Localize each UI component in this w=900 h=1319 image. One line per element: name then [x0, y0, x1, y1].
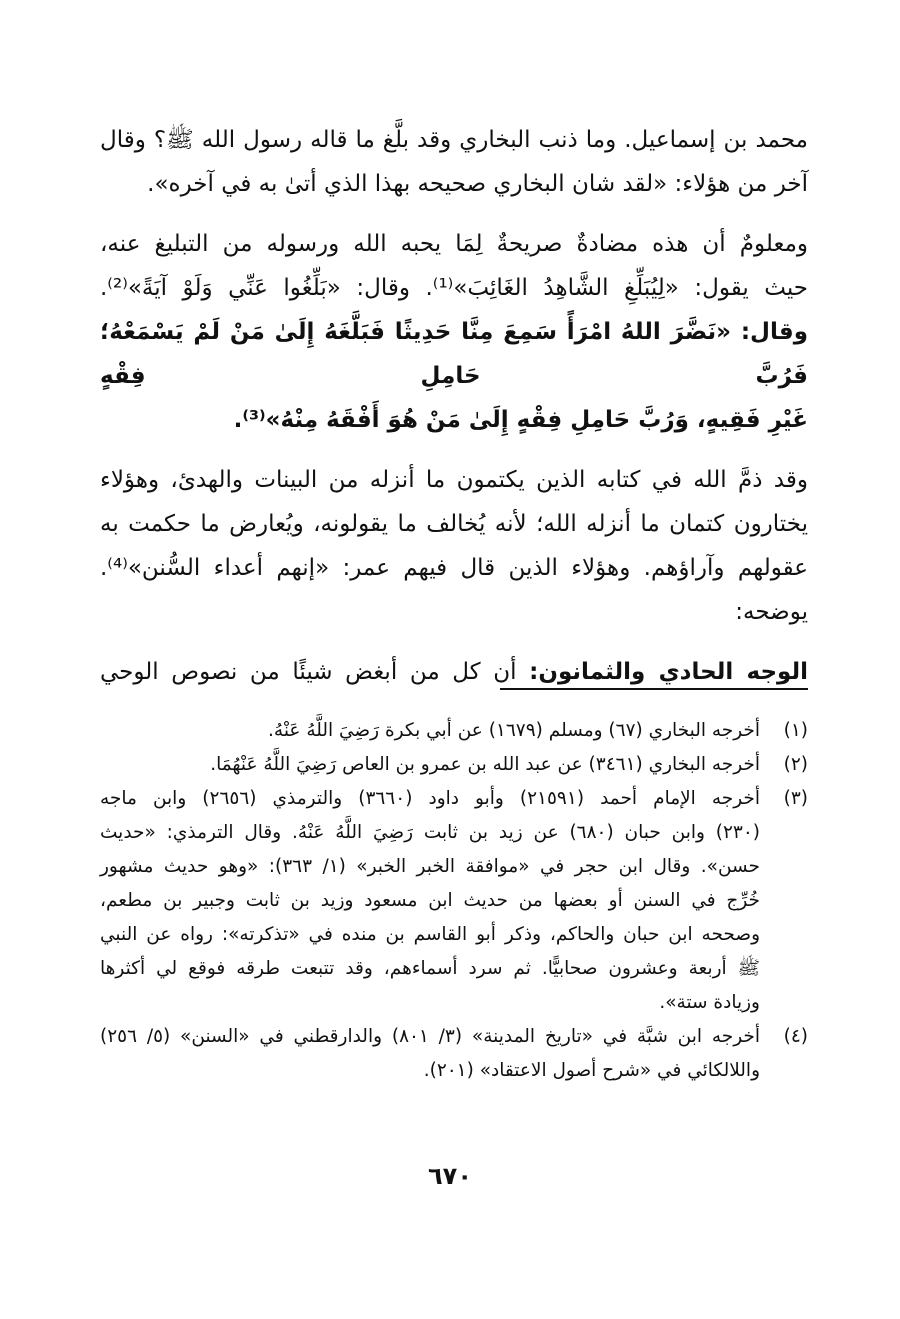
- paragraph-2: [100, 222, 808, 442]
- footnote-line: وصححه ابن حبان والحاكم، وذكر أبو القاسم بن منده في «تذكرته»: رواه عن النبي: [100, 924, 760, 945]
- footnote-line: أخرجه البخاري (٣٤٦١) عن عبد الله بن عمرو بن العاص رَضِيَ اللَّهُ عَنْهُمَا.: [210, 754, 760, 775]
- heading-text: أن كل من أبغض شيئًا من نصوص الوحي: [100, 659, 530, 685]
- footnote-line: حسن». وقال ابن حجر في «موافقة الخبر الخبر» (١/ ٣٦٣): «وهو حديث مشهور: [100, 856, 760, 877]
- footnote-line: أخرجه ابن شبَّة في «تاريخ المدينة» (٣/ ٨٠١) والدارقطني في «السنن» (٥/ ٢٥٦): [100, 1026, 760, 1047]
- footnote-4: [100, 1020, 808, 1088]
- footnote-line: ﷺ أربعة وعشرون صحابيًّا. ثم سرد أسماءهم، وقد تتبعت طرقه فوقع لي أكثرها: [100, 958, 760, 979]
- text-line: حيث يقول: «لِيُبَلِّغِ الشَّاهِدُ الغَائِبَ»⁽¹⁾. وقال: «بَلِّغُوا عَنِّي وَلَوْ آيَةً»⁽²⁾.: [100, 275, 808, 301]
- footnote-divider: [500, 688, 808, 690]
- page-number: ٦٧٠: [428, 1162, 472, 1190]
- footnote-line: واللالكائي في «شرح أصول الاعتقاد» (٢٠١).: [423, 1060, 760, 1081]
- footnote-line: خُرِّج في السنن أو بعضها من حديث ابن مسعود وزيد بن ثابت وجبير بن مطعم،: [100, 890, 760, 911]
- text-line: وقد ذمَّ الله في كتابه الذين يكتمون ما أنزله من البينات والهدئ، وهؤلاء: [100, 467, 808, 493]
- text-line: يوضحه:: [735, 599, 808, 625]
- text-line: محمد بن إسماعيل. وما ذنب البخاري وقد بلَّغ ما قاله رسول الله ﷺ؟ وقال: [100, 127, 808, 153]
- text-line: يختارون كتمان ما أنزله الله؛ لأنه يُخالف ما يقولونه، ويُعارض ما حكمت به: [100, 511, 808, 537]
- paragraph-3: [100, 458, 808, 634]
- footnote-number: (١): [783, 720, 808, 741]
- heading-title: الوجه الحادي والثمانون:: [529, 659, 808, 685]
- footnote-line: وزيادة ستة».: [659, 992, 760, 1013]
- footnote-line: (٢٣٠) وابن حبان (٦٨٠) عن زيد بن ثابت رَضِيَ اللَّهُ عَنْهُ. وقال الترمذي: «حديث: [100, 822, 761, 843]
- footnote-1: [100, 714, 808, 748]
- footnote-number: (٤): [783, 1026, 808, 1047]
- footnote-number: (٢): [783, 754, 808, 775]
- text-line: آخر من هؤلاء: «لقد شان البخاري صحيحه بهذا الذي أتىٰ به في آخره».: [147, 171, 808, 197]
- footnote-2: [100, 748, 808, 782]
- footnotes: [100, 714, 808, 1088]
- hadith-line: غَيْرِ فَقِيهٍ، وَرُبَّ حَامِلِ فِقْهٍ إِلَىٰ مَنْ هُوَ أَفْقَهُ مِنْهُ»⁽³⁾.: [233, 407, 808, 433]
- paragraph-1: [100, 118, 808, 206]
- hadith-line: وقال: «نَضَّرَ اللهُ امْرَأً سَمِعَ مِنَّا حَدِيثًا فَبَلَّغَهُ إِلَىٰ مَنْ لَمْ يَسْمَعْهُ؛ فَرُبَّ حَامِلِ فِقْهٍ: [100, 319, 808, 389]
- footnote-number: (٣): [783, 788, 808, 809]
- text-line: عقولهم وآراؤهم. وهؤلاء الذين قال فيهم عمر: «إنهم أعداء السُّنن»⁽⁴⁾.: [100, 555, 808, 581]
- footnote-line: أخرجه الإمام أحمد (٢١٥٩١) وأبو داود (٣٦٦٠) والترمذي (٢٦٥٦) وابن ماجه: [100, 788, 760, 809]
- text-line: ومعلومٌ أن هذه مضادةٌ صريحةٌ لِمَا يحبه الله ورسوله من التبليغ عنه،: [100, 231, 808, 257]
- footnote-line: أخرجه البخاري (٦٧) ومسلم (١٦٧٩) عن أبي بكرة رَضِيَ اللَّهُ عَنْهُ.: [268, 720, 760, 741]
- main-text: [100, 118, 808, 694]
- footnote-3: [100, 782, 808, 1020]
